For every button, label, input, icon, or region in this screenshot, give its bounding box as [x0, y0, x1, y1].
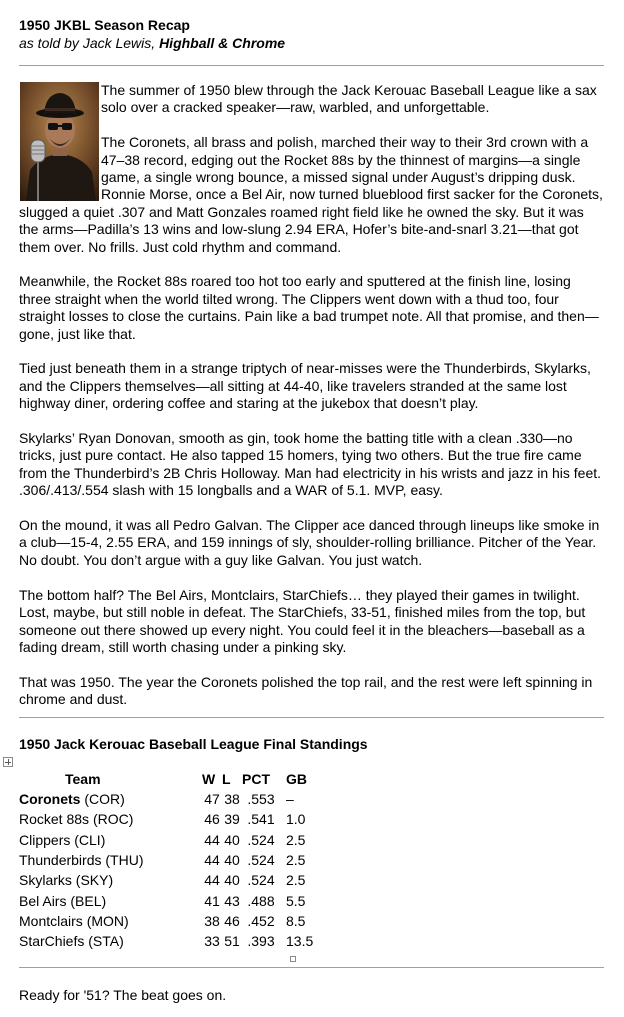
- pct-cell: .541: [247, 811, 275, 828]
- document-byline: [19, 35, 285, 52]
- losses-cell: 39: [224, 811, 240, 828]
- team-name: Bel Airs: [19, 892, 67, 909]
- team-abbreviation: (BEL): [70, 892, 107, 909]
- byline-author: as told by Jack Lewis,: [19, 35, 160, 51]
- pct-cell: .553: [247, 791, 275, 808]
- standings-row: [19, 870, 326, 890]
- pct-cell: .452: [247, 912, 275, 929]
- standings-row: [19, 890, 326, 910]
- article-paragraph: The summer of 1950 blew through the Jack Kerouac Baseball League like a sax solo over a cracked speaker—raw, warbled, and unforgettable.: [101, 82, 597, 116]
- standings-row: [19, 931, 326, 951]
- pct-cell: .524: [247, 872, 275, 889]
- column-header-w: W: [202, 771, 216, 787]
- losses-cell: 46: [224, 912, 240, 929]
- team-cell: [19, 931, 202, 951]
- document-title: 1950 JKBL Season Recap: [19, 17, 190, 33]
- team-name: Clippers: [19, 831, 71, 848]
- games-behind-cell: 2.5: [286, 852, 306, 869]
- table-move-handle-icon[interactable]: [3, 757, 13, 767]
- article-paragraph: Skylarks’ Ryan Donovan, smooth as gin, took home the batting title with a clean .330—no tricks, just pure contact. He also tapped 15 homers, tying two others. But the true fire came from the Thunderbird’s 2B Chris Holloway. Man had electricity in his wrists and jazz in his feet. .306/.413/.554 slash with 15 longballs and a WAR of 5.1. MVP, easy.: [19, 430, 602, 499]
- wins-cell: 44: [204, 852, 220, 869]
- team-cell: [19, 911, 202, 931]
- team-cell: [19, 830, 202, 850]
- standings-row: [19, 789, 326, 809]
- closing-line: Ready for '51? The beat goes on.: [19, 987, 227, 1003]
- standings-header-row: [19, 769, 326, 789]
- team-name: Thunderbirds: [19, 852, 102, 869]
- column-header-l: L: [222, 771, 231, 787]
- standings-row: [19, 830, 326, 850]
- games-behind-cell: –: [286, 791, 294, 808]
- column-header-team: Team: [65, 771, 101, 787]
- article-paragraph: On the mound, it was all Pedro Galvan. The Clipper ace danced through lineups like smoke in a club—15-4, 2.55 ERA, and 159 innings of sly, shoulder-rolling brilliance. Pitcher of the Year. No doubt. You don’t argue with a guy like Galvan. You just watch.: [19, 517, 600, 568]
- author-photo-graphic: [20, 82, 99, 201]
- losses-cell: 38: [224, 791, 240, 808]
- article-paragraph: Meanwhile, the Rocket 88s roared too hot too early and sputtered at the finish line, losing three straight when the world tilted wrong. The Clippers went down with a thud too, four straight losses to close the curtains. Pain like a bad trumpet note. All that promise, and then—gone, just like that.: [19, 273, 599, 342]
- standings-row: [19, 809, 326, 829]
- team-abbreviation: (STA): [88, 933, 124, 950]
- author-photo-icon[interactable]: [20, 82, 99, 201]
- team-name: Skylarks: [19, 872, 72, 889]
- pct-cell: .524: [247, 852, 275, 869]
- top-divider: [19, 65, 604, 66]
- wins-cell: 44: [204, 831, 220, 848]
- team-name: Coronets: [19, 791, 81, 808]
- games-behind-cell: 2.5: [286, 831, 306, 848]
- team-name: Montclairs: [19, 912, 83, 929]
- team-abbreviation: (SKY): [75, 872, 114, 889]
- standings-title: 1950 Jack Kerouac Baseball League Final Standings: [19, 736, 368, 752]
- team-name: Rocket 88s: [19, 811, 90, 828]
- games-behind-cell: 1.0: [286, 811, 306, 828]
- pct-cell: .524: [247, 831, 275, 848]
- team-abbreviation: (MON): [86, 912, 129, 929]
- games-behind-cell: 8.5: [286, 912, 306, 929]
- article-paragraph: The bottom half? The Bel Airs, Montclairs, StarChiefs… they played their games in twilight. Lost, maybe, but still noble in defeat. The StarChiefs, 33-51, finished miles from the top, but someone out there showed up every night. You could feel it in the bleachers—baseball as a fading dream, still worth chasing under a pinking sky.: [19, 586, 586, 655]
- team-cell: [19, 870, 202, 890]
- standings-top-divider: [19, 717, 604, 718]
- team-cell: [19, 890, 202, 910]
- losses-cell: 40: [224, 872, 240, 889]
- losses-cell: 43: [224, 892, 240, 909]
- column-header-pct: PCT: [242, 771, 270, 787]
- team-cell: [19, 809, 202, 829]
- wins-cell: 38: [204, 912, 220, 929]
- losses-cell: 51: [224, 933, 240, 950]
- standings-row: [19, 911, 326, 931]
- team-abbreviation: (COR): [84, 791, 125, 808]
- article-paragraph: That was 1950. The year the Coronets polished the top rail, and the rest were left spinning in chrome and dust.: [19, 673, 593, 708]
- pct-cell: .393: [247, 933, 275, 950]
- standings-table[interactable]: [19, 769, 326, 951]
- games-behind-cell: 2.5: [286, 872, 306, 889]
- byline-publication: Highball & Chrome: [159, 35, 286, 51]
- bottom-divider: [19, 967, 604, 968]
- article-paragraph: The Coronets, all brass and polish, marched their way to their 3rd crown with a 47–38 record, edging out the Rocket 88s by the thinnest of margins—a single game, a single wrong bounce, a missed signal under August’s dripping dusk. Ronnie Morse, once a Bel Air, now turned blueblood first sacker for the Coronets, slugged a quiet .307 and Matt Gonzales roamed right field like he owned the sky. But it was the arms—Padilla’s 13 wins and low-slung 2.94 ERA, Hofer’s bite-and-snarl 3.21—that got them over. No frills. Just cold rhythm and command.: [19, 134, 603, 255]
- pct-cell: .488: [247, 892, 275, 909]
- team-cell: [19, 789, 202, 809]
- wins-cell: 44: [204, 872, 220, 889]
- team-name: StarChiefs: [19, 933, 85, 950]
- team-cell: [19, 850, 202, 870]
- team-abbreviation: (ROC): [92, 811, 134, 828]
- team-abbreviation: (THU): [105, 852, 144, 869]
- article-paragraph: Tied just beneath them in a strange triptych of near-misses were the Thunderbirds, Skylarks, and the Clippers themselves—all sitting at 44-40, like travelers stranded at the same lost highway diner, ordering coffee and staring at the jukebox that doesn’t play.: [19, 360, 591, 412]
- losses-cell: 40: [224, 831, 240, 848]
- wins-cell: 41: [204, 892, 220, 909]
- wins-cell: 33: [204, 933, 220, 950]
- team-abbreviation: (CLI): [74, 831, 106, 848]
- games-behind-cell: 13.5: [286, 933, 314, 950]
- article-body[interactable]: [19, 82, 605, 726]
- standings-row: [19, 850, 326, 870]
- games-behind-cell: 5.5: [286, 892, 306, 909]
- column-header-gb: GB: [286, 771, 307, 787]
- losses-cell: 40: [224, 852, 240, 869]
- table-resize-handle-icon[interactable]: [290, 956, 296, 962]
- wins-cell: 47: [204, 791, 220, 808]
- wins-cell: 46: [204, 811, 220, 828]
